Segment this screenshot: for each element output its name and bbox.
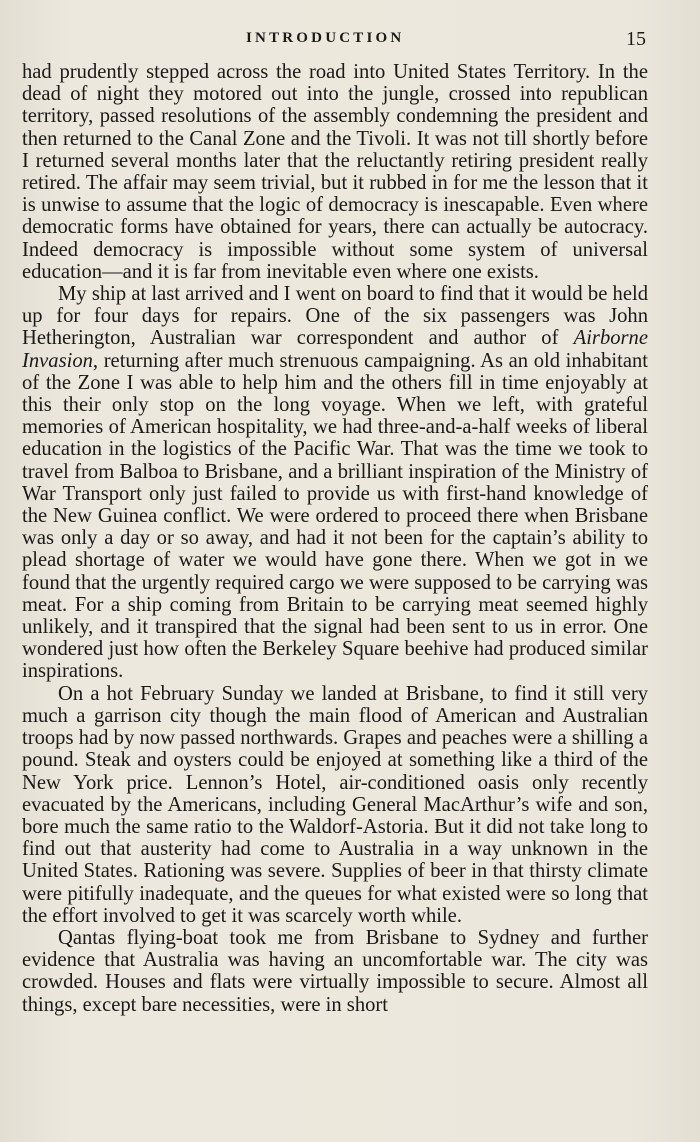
paragraph-2-part-1: My ship at last arrived and I went on board to find that it would be held up for four days for repairs. One of the six passengers was John Hetherington, Australian war correspondent and author of <box>22 283 648 350</box>
running-head <box>0 30 700 54</box>
paragraph-2-part-2: , returning after much strenuous campaigning. As an old inhabitant of the Zone I was able to help him and the others fill in time enjoyably at this their only stop on the long voyage. When we left, with grateful memories of American hospitality, we had three-and-a-half weeks of liberal education in the logistics of the Pacific War. That was the time we took to travel from Balboa to Brisbane, and a brilliant inspiration of the Ministry of War Transport only just failed to provide us with first-hand knowledge of the New Guinea conflict. We were ordered to proceed there when Brisbane was only a day or so away, and had it not been for the captain’s ability to plead shortage of water we would have gone there. When we got in we found that the urgently required cargo we were supposed to be carrying was meat. For a ship coming from Britain to be carrying meat seemed highly unlikely, and it transpired that the signal had been sent to us in error. One wondered just how often the Berkeley Square beehive had produced similar inspirations. <box>22 349 648 683</box>
paragraph-4: Qantas flying-boat took me from Brisbane to Sydney and further evidence that Australia was having an uncomfortable war. The city was crowded. Houses and flats were virtually impossible to secure. Almost all things, except bare necessities, were in short <box>22 926 648 1016</box>
paragraph-1: had prudently stepped across the road into United States Territory. In the dead of night they motored out into the jungle, crossed into republican territory, passed resolutions of the assembly condemning the president and then returned to the Canal Zone and the Tivoli. It was not till shortly before I returned several months later that the reluctantly retiring president really retired. The affair may seem trivial, but it rubbed in for me the lesson that it is unwise to assume that the logic of democracy is inescapable. Even where democratic forms have obtained for years, there can actually be autocracy. Indeed democracy is impossible without some system of universal education—and it is far from inevitable even where one exists. <box>22 61 648 283</box>
paragraph-2 <box>22 283 648 683</box>
running-title: INTRODUCTION <box>246 30 405 46</box>
body-text <box>22 61 648 1016</box>
book-title-italic: Airborne Invasion <box>22 327 648 372</box>
page-number: 15 <box>626 28 646 50</box>
paragraph-3: On a hot February Sunday we landed at Brisbane, to find it still very much a garrison city though the main flood of American and Australian troops had by now passed northwards. Grapes and peaches were a shilling a pound. Steak and oysters could be enjoyed at something like a third of the New York price. Lennon’s Hotel, air-conditioned oasis only recently evacuated by the Americans, including General MacArthur’s wife and son, bore much the same ratio to the Waldorf-Astoria. But it did not take long to find out that austerity had come to Australia in a way unknown in the United States. Rationing was severe. Supplies of beer in that thirsty climate were pitifully inadequate, and the queues for what existed were so long that the effort involved to get it was scarcely worth while. <box>22 682 648 927</box>
